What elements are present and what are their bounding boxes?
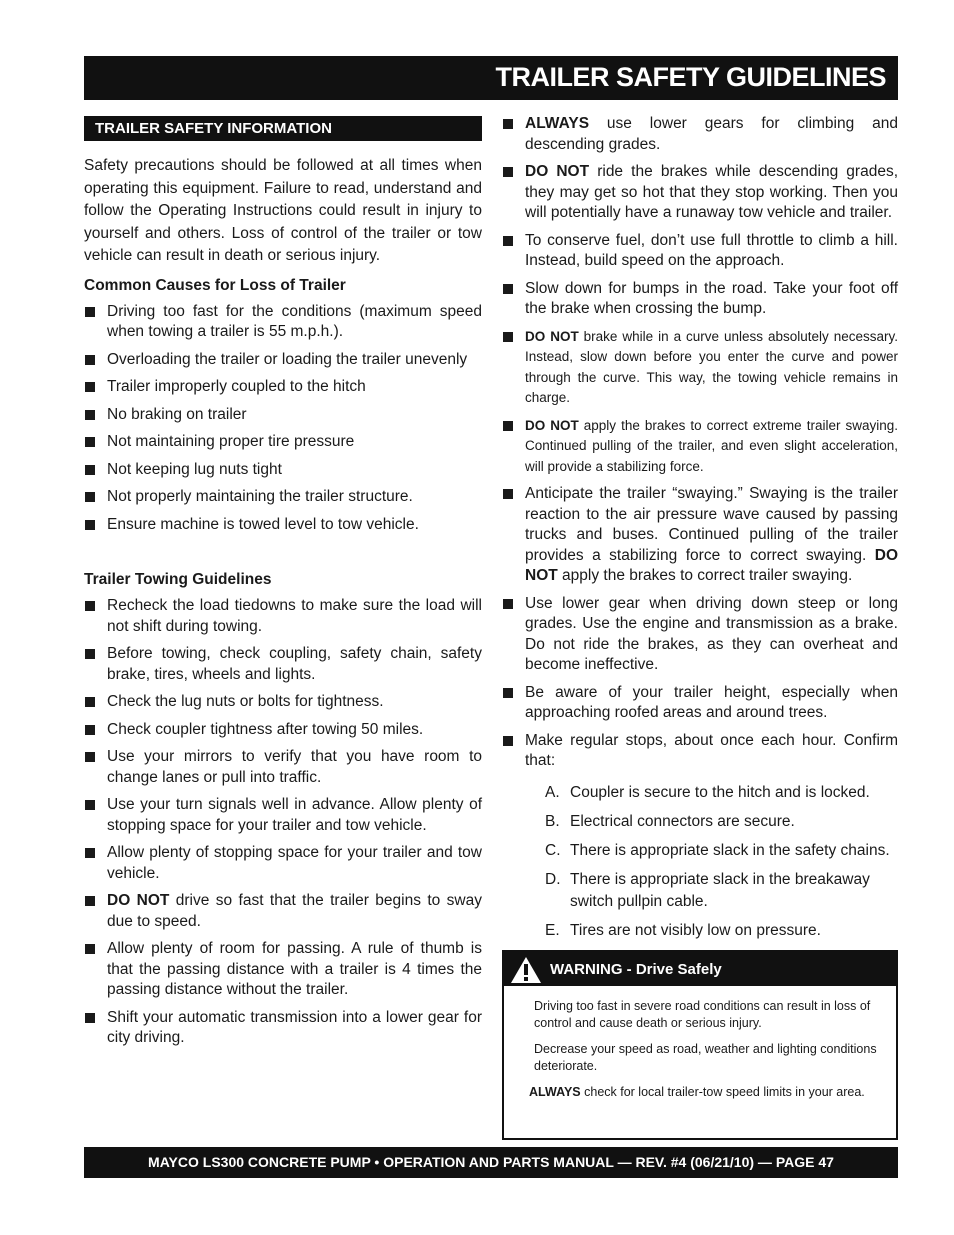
warning-body — [504, 986, 896, 1101]
bullet-square-icon — [503, 284, 513, 294]
checklist-item: C. There is appropriate slack in the safety chains. — [545, 841, 890, 859]
bullet-square-icon — [85, 520, 95, 530]
list-item: DO NOT apply the brakes to correct extreme trailer swaying. Continued pulling of the trailer, and even slight acceleration, will provide a stabilizing force. — [502, 416, 898, 478]
bullet-square-icon — [85, 410, 95, 420]
warning-triangle-icon — [510, 956, 542, 984]
list-item: DO NOT ride the brakes while descending grades, they may get so hot that they stop working. Then you will potentially have a runaway tow vehicle and trailer. — [502, 162, 898, 224]
section-heading: TRAILER SAFETY INFORMATION — [84, 116, 482, 141]
list-item: DO NOT drive so fast that the trailer begins to sway due to speed. — [84, 891, 482, 932]
bullet-square-icon — [85, 697, 95, 707]
checklist-item: B. Electrical connectors are secure. — [545, 812, 795, 830]
list-item: Be aware of your trailer height, especially when approaching roofed areas and around trees. — [502, 683, 898, 724]
bullet-square-icon — [85, 382, 95, 392]
towing-heading: Trailer Towing Guidelines — [84, 571, 272, 588]
driving-tips-list — [502, 114, 898, 772]
list-item: Check coupler tightness after towing 50 miles. — [84, 720, 482, 741]
list-item: Ensure machine is towed level to tow vehicle. — [84, 515, 482, 536]
warning-text: ALWAYS check for local trailer-tow speed limits in your area. — [529, 1085, 865, 1099]
list-item: To conserve fuel, don’t use full throttle to climb a hill. Instead, build speed on the approach. — [502, 231, 898, 272]
list-item: Not properly maintaining the trailer structure. — [84, 487, 482, 508]
list-item: Use your mirrors to verify that you have room to change lanes or pull into traffic. — [84, 747, 482, 788]
bullet-square-icon — [503, 167, 513, 177]
bullet-square-icon — [503, 489, 513, 499]
list-item: Use lower gear when driving down steep or long grades. Use the engine and transmission as a brake. Do not ride the brakes, as they can overheat and become ineffective. — [502, 594, 898, 676]
list-item: Anticipate the trailer “swaying.” Swaying is the trailer reaction to the air pressure wave caused by passing trucks and buses. Continued pulling of the trailer provides a stabilizing force to correct swaying. DO NOT apply the brakes to correct trailer swaying. — [502, 484, 898, 587]
bullet-square-icon — [503, 119, 513, 129]
bullet-square-icon — [85, 355, 95, 365]
causes-list — [84, 302, 482, 536]
bullet-square-icon — [85, 437, 95, 447]
bullet-square-icon — [503, 332, 513, 342]
page-footer: MAYCO LS300 CONCRETE PUMP • OPERATION AND PARTS MANUAL — REV. #4 (06/21/10) — PAGE 47 — [84, 1147, 898, 1178]
list-item: Use your turn signals well in advance. Allow plenty of stopping space for your trailer and tow vehicle. — [84, 795, 482, 836]
list-item: Allow plenty of room for passing. A rule of thumb is that the passing distance with a trailer is 4 times the passing distance without the trailer. — [84, 939, 482, 1001]
warning-box — [502, 950, 898, 1140]
warning-text: Decrease your speed as road, weather and lighting conditions deteriorate. — [534, 1042, 877, 1073]
list-item: Make regular stops, about once each hour. Confirm that: — [502, 731, 898, 772]
bullet-square-icon — [503, 236, 513, 246]
stop-checklist — [502, 782, 898, 942]
list-item: DO NOT brake while in a curve unless absolutely necessary. Instead, slow down before you enter the curve and power through the curve. This way, the towing vehicle remains in charge. — [502, 327, 898, 409]
right-column — [502, 114, 898, 949]
bullet-square-icon — [503, 421, 513, 431]
page-title: TRAILER SAFETY GUIDELINES — [495, 62, 886, 92]
warning-text: Driving too fast in severe road conditions can result in loss of control and cause death or serious injury. — [534, 999, 871, 1030]
list-item: Not maintaining proper tire pressure — [84, 432, 482, 453]
bullet-square-icon — [85, 492, 95, 502]
bullet-square-icon — [85, 944, 95, 954]
intro-paragraph: Safety precautions should be followed at all times when operating this equipment. Failure to read, understand and follow the Operating Instructions could result in injury to yourself and others. Loss of control of the trailer or tow vehicle can result in death or serious injury. — [84, 157, 482, 264]
causes-heading: Common Causes for Loss of Trailer — [84, 276, 346, 294]
bullet-square-icon — [85, 601, 95, 611]
bullet-square-icon — [85, 1013, 95, 1023]
list-item: Before towing, check coupling, safety chain, safety brake, tires, wheels and lights. — [84, 644, 482, 685]
towing-list — [84, 596, 482, 1049]
bullet-square-icon — [85, 465, 95, 475]
bullet-square-icon — [503, 688, 513, 698]
list-item: Driving too fast for the conditions (maximum speed when towing a trailer is 55 m.p.h.). — [84, 302, 482, 343]
left-column — [84, 116, 482, 1056]
list-item: Overloading the trailer or loading the trailer unevenly — [84, 350, 482, 371]
warning-title: WARNING - Drive Safely — [550, 961, 722, 978]
list-item: Not keeping lug nuts tight — [84, 460, 482, 481]
list-item: Check the lug nuts or bolts for tightness. — [84, 692, 482, 713]
checklist-item: E. Tires are not visibly low on pressure. — [545, 921, 821, 939]
bullet-square-icon — [85, 752, 95, 762]
bullet-square-icon — [85, 848, 95, 858]
bullet-square-icon — [85, 649, 95, 659]
bullet-square-icon — [85, 896, 95, 906]
list-item: Slow down for bumps in the road. Take your foot off the brake when crossing the bump. — [502, 279, 898, 320]
checklist-item: A. Coupler is secure to the hitch and is locked. — [545, 783, 870, 801]
bullet-square-icon — [85, 725, 95, 735]
list-item: ALWAYS use lower gears for climbing and descending grades. — [502, 114, 898, 155]
list-item: Allow plenty of stopping space for your trailer and tow vehicle. — [84, 843, 482, 884]
bullet-square-icon — [85, 800, 95, 810]
list-item: Recheck the load tiedowns to make sure the load will not shift during towing. — [84, 596, 482, 637]
bullet-square-icon — [503, 736, 513, 746]
checklist-item: D. There is appropriate slack in the breakaway switch pullpin cable. — [545, 870, 870, 910]
bullet-square-icon — [85, 307, 95, 317]
bullet-square-icon — [503, 599, 513, 609]
list-item: Trailer improperly coupled to the hitch — [84, 377, 482, 398]
list-item: Shift your automatic transmission into a lower gear for city driving. — [84, 1008, 482, 1049]
warning-header — [504, 952, 896, 986]
list-item: No braking on trailer — [84, 405, 482, 426]
page-title-bar — [84, 56, 898, 100]
